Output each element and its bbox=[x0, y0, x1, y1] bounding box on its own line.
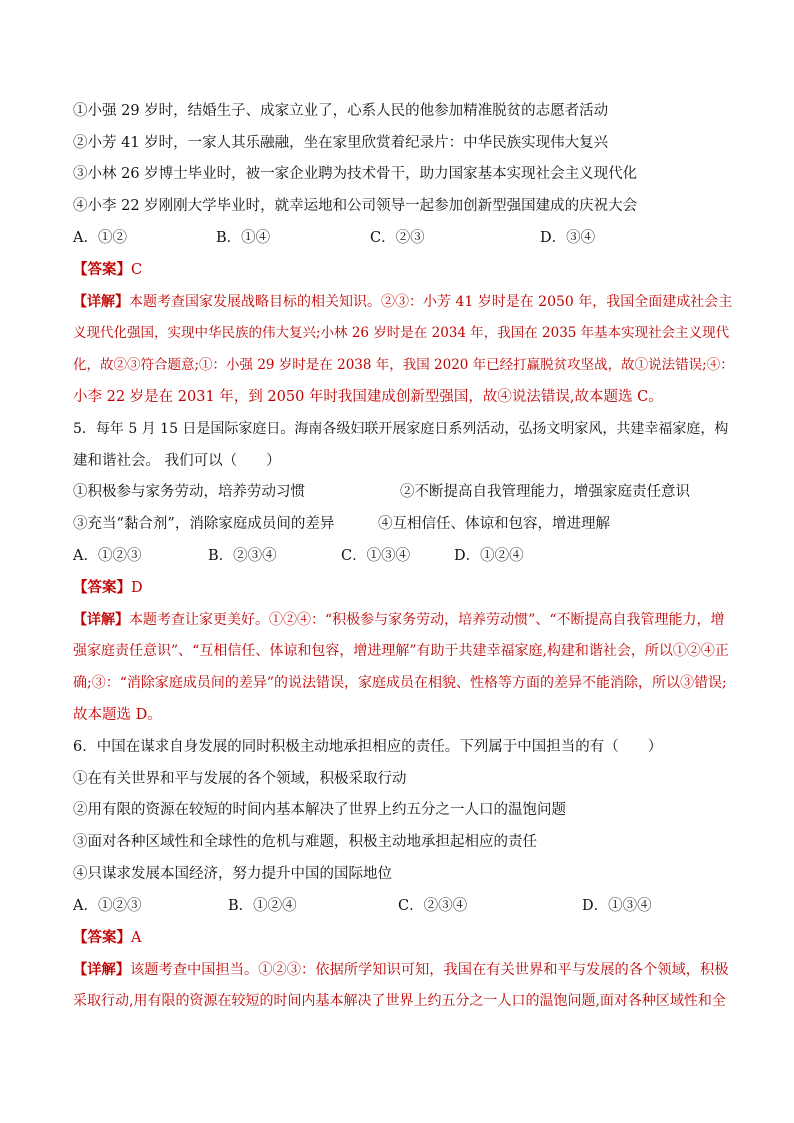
q6-choice-a: A．①②③ bbox=[73, 898, 142, 914]
q6-choice-d: D．①③④ bbox=[582, 898, 652, 914]
q4-choice-c: C．②③ bbox=[370, 230, 425, 246]
q4-answer bbox=[73, 260, 142, 280]
q4-choice-b: B．①④ bbox=[216, 230, 271, 246]
answer-value: A bbox=[131, 930, 142, 946]
q5-choice-b: B．②③④ bbox=[208, 548, 277, 564]
q4-option-4: ④小李 22 岁刚刚大学毕业时，就幸运地和公司领导一起参加创新型强国建成的庆祝大会 bbox=[73, 198, 638, 214]
q6-detail-line-1: 【详解】该题考查中国担当。①②③：依据所学知识可知，我国在有关世界和平与发展的各个领域，积极 bbox=[73, 962, 729, 978]
q5-detail-line-4: 故本题选 D。 bbox=[73, 707, 162, 723]
q4-choice-d: D．③④ bbox=[540, 230, 596, 246]
detail-label: 【详解】 bbox=[73, 612, 129, 628]
q5-choice-a: A．①②③ bbox=[73, 548, 142, 564]
q6-option-3: ③面对各种区域性和全球性的危机与难题，积极主动地承担起相应的责任 bbox=[73, 834, 537, 850]
q4-detail-line-3: 化，故②③符合题意;①：小强 29 岁时是在 2038 年，我国 2020 年已经打赢脱贫攻坚战，故①说法错误;④： bbox=[73, 357, 734, 373]
q5-detail-line-1: 【详解】本题考查让家更美好。①②④：“积极参与家务劳动，培养劳动惯”、“不断提高自我管理能力，增 bbox=[73, 612, 725, 628]
q6-stem: 6．中国在谋求自身发展的同时积极主动地承担相应的责任。下列属于中国担当的有（ ） bbox=[73, 739, 663, 755]
q4-detail-line-1: 【详解】本题考查国家发展战略目标的相关知识。②③：小芳 41 岁时是在 2050 年，我国全面建成社会主 bbox=[73, 294, 733, 310]
detail-label: 【详解】 bbox=[73, 294, 129, 310]
q5-stem-line-1: 5．每年 5 月 15 日是国际家庭日。海南各级妇联开展家庭日系列活动，弘扬文明家风，共建幸福家庭，构 bbox=[73, 421, 729, 437]
q5-option-1: ①积极参与家务劳动，培养劳动习惯 bbox=[73, 484, 305, 500]
q6-answer bbox=[73, 928, 141, 948]
q4-detail-line-4: 小李 22 岁是在 2031 年，到 2050 年时我国建成创新型强国，故④说法错误,故本题选 C。 bbox=[73, 389, 663, 405]
q5-detail-line-2: 强家庭责任意识”、“互相信任、体谅和包容，增进理解”有助于共建幸福家庭,构建和谐社会，所以①②④正 bbox=[73, 643, 729, 659]
answer-value: C bbox=[131, 262, 143, 278]
q5-option-4: ④互相信任、体谅和包容，增进理解 bbox=[378, 516, 610, 532]
q6-choice-b: B．①②④ bbox=[228, 898, 297, 914]
q4-choice-a: A．①② bbox=[73, 230, 127, 246]
q4-detail-line-2: 义现代化强国，实现中华民族的伟大复兴;小林 26 岁时是在 2034 年，我国在 2035 年基本实现社会主义现代 bbox=[73, 325, 730, 341]
q5-choice-d: D．①②④ bbox=[454, 548, 524, 564]
q6-option-1: ①在有关世界和平与发展的各个领域，积极采取行动 bbox=[73, 771, 407, 787]
q6-detail-line-2: 采取行动,用有限的资源在较短的时间内基本解决了世界上约五分之一人口的温饱问题,面对各种区域性和全 bbox=[73, 993, 726, 1009]
answer-label: 【答案】 bbox=[73, 579, 131, 596]
q5-choice-c: C．①③④ bbox=[341, 548, 411, 564]
answer-label: 【答案】 bbox=[73, 929, 131, 946]
q6-option-2: ②用有限的资源在较短的时间内基本解决了世界上约五分之一人口的温饱问题 bbox=[73, 802, 566, 818]
q5-answer bbox=[73, 578, 143, 598]
q5-option-3: ③充当“黏合剂”，消除家庭成员间的差异 bbox=[73, 516, 335, 532]
q4-option-1: ①小强 29 岁时，结婚生子、成家立业了，心系人民的他参加精准脱贫的志愿者活动 bbox=[73, 103, 609, 119]
q6-option-4: ④只谋求发展本国经济，努力提升中国的国际地位 bbox=[73, 866, 392, 882]
answer-value: D bbox=[131, 580, 143, 596]
answer-label: 【答案】 bbox=[73, 261, 131, 278]
q5-detail-line-3: 确;③：“消除家庭成员间的差异”的说法错误，家庭成员在相貌、性格等方面的差异不能消除，所以③错误; bbox=[73, 675, 727, 691]
q5-option-2: ②不断提高自我管理能力，增强家庭责任意识 bbox=[400, 484, 690, 500]
q6-choice-c: C．②③④ bbox=[398, 898, 468, 914]
q4-option-2: ②小芳 41 岁时，一家人其乐融融，坐在家里欣赏着纪录片：中华民族实现伟大复兴 bbox=[73, 135, 609, 151]
q4-option-3: ③小林 26 岁博士毕业时，被一家企业聘为技术骨干，助力国家基本实现社会主义现代化 bbox=[73, 166, 638, 182]
q5-stem-line-2: 建和谐社会。 我们可以（ ） bbox=[73, 453, 281, 469]
detail-label: 【详解】 bbox=[73, 962, 131, 978]
